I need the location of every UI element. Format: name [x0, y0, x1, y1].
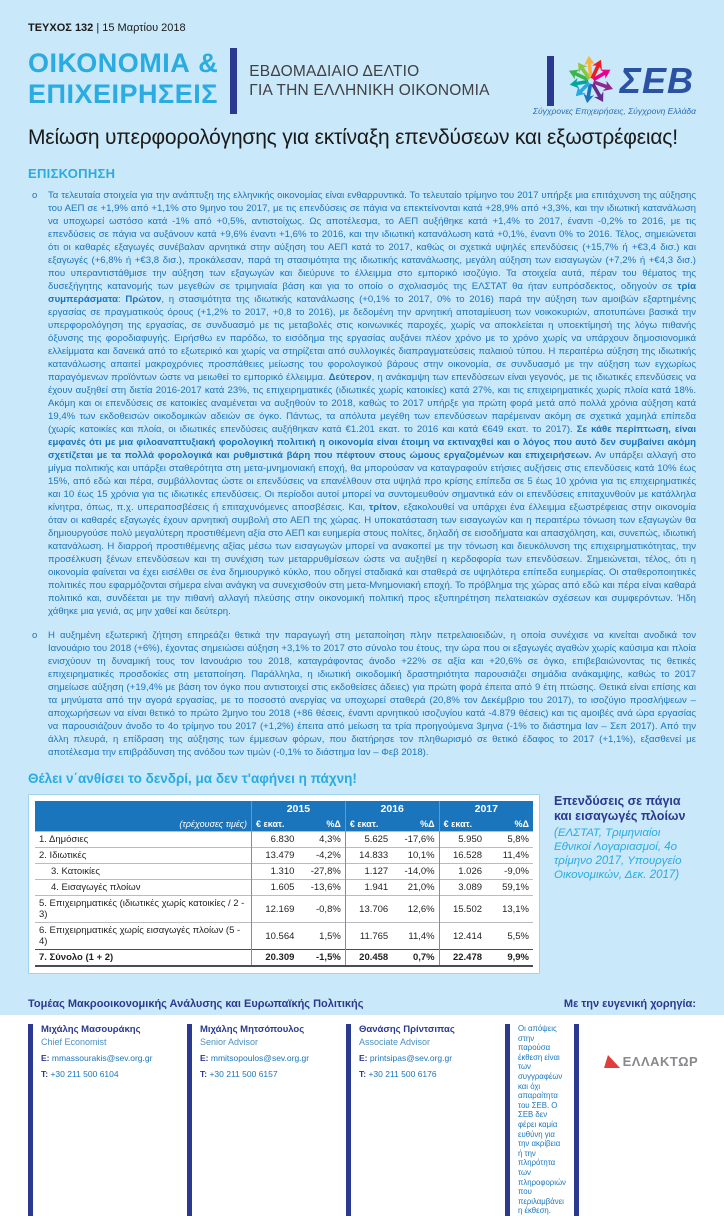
contact-role: Chief Economist	[41, 1037, 107, 1047]
contact-role: Associate Advisor	[359, 1037, 431, 1047]
value-cell: 10.564	[252, 923, 299, 950]
value-cell: 1.127	[345, 864, 392, 880]
sev-pinwheel-icon	[564, 54, 618, 108]
value-cell: 20.458	[345, 950, 392, 967]
issue-date: | 15 Μαρτίου 2018	[93, 22, 186, 34]
delta-cell: 59,1%	[486, 880, 533, 896]
row-label: 6. Επιχειρηματικές χωρίς εισαγωγές πλοίων (5 - 4)	[35, 923, 252, 950]
row-label: 3. Κατοικίες	[35, 864, 252, 880]
value-cell: 15.502	[439, 896, 486, 923]
delta-cell: -0,8%	[298, 896, 345, 923]
value-cell: 6.830	[252, 832, 299, 848]
delta-cell: 11,4%	[486, 848, 533, 864]
value-cell: 13.706	[345, 896, 392, 923]
contact-name: Θανάσης Πρίντσιπας	[359, 1024, 455, 1035]
bullet-marker: o	[32, 630, 38, 641]
publication-subtitle: ΕΒΔΟΜΑΔΙΑΙΟ ΔΕΛΤΙΟ ΓΙΑ ΤΗΝ ΕΛΛΗΝΙΚΗ ΟΙΚΟΝΟΜΙΑ	[249, 62, 490, 99]
table-row	[35, 864, 533, 880]
page-bottom-margin	[0, 1015, 724, 1024]
value-cell: 11.765	[345, 923, 392, 950]
delta-cell: 13,1%	[486, 896, 533, 923]
chart-title: Θέλει ν΄ανθίσει το δενδρί, μα δεν τ'αφήνει η πάχνη!	[28, 771, 357, 786]
sponsor-logo-text: ΕΛΛΑΚΤΩΡ	[622, 1053, 699, 1069]
value-cell: 20.309	[252, 950, 299, 967]
contact-email[interactable]: E: mmassourakis@sev.org.gr	[41, 1053, 153, 1063]
row-label: 1. Δημόσιες	[35, 832, 252, 848]
row-label: 2. Ιδιωτικές	[35, 848, 252, 864]
bullet-text: Η αυξημένη εξωτερική ζήτηση επηρεάζει θετικά την παραγωγή στη μεταποίηση πλην πετρελαιοειδών, η οποία συνέχισε να κινείται ανοδικά τον Ιανουάριο του 2018 (+6%), έχοντας σημειώσει αύξηση +3,1% το 2017 στο σύνολο του έτους, την ώρα που οι εξαγωγές αγαθών χωρίς καύσιμα και πλοία ενισχύουν τη δυναμική τους τον Ιανουάριο του 2018, καταγράφοντας άνοδο +22% σε αξία και +20,6% σε όγκο, επιβεβαιώνοντας τις θετικές επιχειρηματικές προσδοκίες στη μεταποίηση. Παράλληλα, η ιδιωτική οικοδομική δραστηριότητα παρουσιάζει σημάδια ανάκαμψης, καθώς το 2017 σημείωσε αύξηση (+19,4% με βάση τον όγκο που αντιστοιχεί στις εκδοθείσες άδειες) για πρώτη φορά έπειτα από 9 έτη πτώσης. Θετικά είναι επίσης και τα μηνύματα από την αγορά εργασίας, με το ποσοστό ανεργίας να υποχωρεί σταθερά (20,8% τον Δεκέμβριο του 2017), το ισοζύγιο προσλήψεων – αποχωρήσεων να είναι θετικό το πρώτο 2μηνο του 2018 (+86 θέσεις, έναντι αρνητικού ισοζυγίου κατά -4.879 θέσεις) και τις αμοιβές ανά ώρα εργασίας να παρουσιάζουν άνοδο το 4ο τρίμηνο του 2017 (+1,2%) έπειτα από μείωση τα τρία προηγούμενα 3μηνα (-1% το διάστημα Ιαν – Σεπ 2017). Από την άλλη πλευρά, η επίδραση της αύξησης των έμμεσων φόρων, που διατήρησε τον πληθωρισμό σε θετικό έδαφος το 2017 (+1,1%), εξασθενεί με αποτέλεσμα την επιβράδυνση της ανόδου των τιμών (-0,1% το διάστημα Ιαν – Φεβ 2018).	[48, 630, 696, 758]
divider-bar	[547, 56, 554, 106]
unit-header: € εκατ.	[439, 817, 486, 832]
delta-cell: 1,5%	[298, 923, 345, 950]
table-row	[35, 880, 533, 896]
issue-line	[28, 22, 696, 34]
table-row	[35, 950, 533, 967]
sponsor-logo-box	[587, 1024, 715, 1098]
unit-header: € εκατ.	[252, 817, 299, 832]
bullet-item	[28, 629, 696, 759]
contact-phone: T: +30 211 500 6157	[200, 1069, 278, 1079]
table-corner-cell	[35, 801, 252, 817]
delta-cell: 12,6%	[392, 896, 439, 923]
delta-cell: 11,4%	[392, 923, 439, 950]
contact-email[interactable]: E: printsipas@sev.org.gr	[359, 1053, 453, 1063]
value-cell: 12.414	[439, 923, 486, 950]
investments-table	[35, 801, 533, 967]
divider-bar	[230, 48, 237, 114]
delta-header: %Δ	[392, 817, 439, 832]
table-unit-header-row	[35, 817, 533, 832]
value-cell: 3.089	[439, 880, 486, 896]
year-header: 2015	[252, 801, 346, 817]
ellaktor-logo	[604, 1054, 699, 1069]
delta-cell: -9,0%	[486, 864, 533, 880]
delta-cell: 5,8%	[486, 832, 533, 848]
delta-cell: 10,1%	[392, 848, 439, 864]
contacts-row	[28, 1024, 505, 1216]
row-label: 5. Επιχειρηματικές (ιδιωτικές χωρίς κατοικίες / 2 - 3)	[35, 896, 252, 923]
delta-header: %Δ	[298, 817, 345, 832]
headline: Μείωση υπερφορολόγησης για εκτίναξη επενδύσεων και εξωστρέφειας!	[28, 126, 678, 149]
delta-cell: 4,3%	[298, 832, 345, 848]
table-row	[35, 848, 533, 864]
value-cell: 1.026	[439, 864, 486, 880]
value-cell: 12.169	[252, 896, 299, 923]
delta-cell: -27,8%	[298, 864, 345, 880]
publication-title: ΟΙΚΟΝΟΜΙΑ & ΕΠΙΧΕΙΡΗΣΕΙΣ	[28, 48, 219, 109]
delta-cell: 5,5%	[486, 923, 533, 950]
value-cell: 1.310	[252, 864, 299, 880]
sev-logo	[532, 48, 696, 116]
value-cell: 5.625	[345, 832, 392, 848]
current-prices-label: (τρέχουσες τιμές)	[35, 817, 252, 832]
delta-cell: -4,2%	[298, 848, 345, 864]
year-header: 2017	[439, 801, 533, 817]
sidebar-source: (ΕΛΣΤΑΤ, Τριμηνιαίοι Εθνικοί Λογαριασμοί, 4ο τρίμηνο 2017, Υπουργείο Οικονομικών, Δεκ. 2017)	[554, 827, 682, 881]
value-cell: 14.833	[345, 848, 392, 864]
unit-header: € εκατ.	[345, 817, 392, 832]
delta-cell: -17,6%	[392, 832, 439, 848]
bullet-text: Τα τελευταία στοιχεία για την ανάπτυξη της ελληνικής οικονομίας είναι ενθαρρυντικά. Το τελευταίο τρίμηνο του 2017 υπήρξε μια επιτάχυνση της αύξησης του ΑΕΠ σε +1,9% από +1,1% στο 9μηνο του 2017, με τις επενδύσεις σε πάγια να επεκτείνονται κατά +28,9% από +3,3%, και την ιδιωτική κατανάλωση να υποχωρεί ωστόσο κατά -1% από +0,5%, αντιστοίχως. Ως αποτέλεσμα, το ΑΕΠ αυξήθηκε κατά +1,4% το 2017, έναντι -0,2% το 2016, με τις επενδύσεις σε πάγια να αυξάνουν κατά +9,6% έναντι +1,6% το 2016, και την ιδιωτική κατανάλωση κατά +0,1%, έναντι 0% το 2016. Τέλος, σημειώνεται ότι οι καθαρές εξαγωγές συνέβαλαν αρνητικά στην αύξηση του ΑΕΠ κατά το 2017, καθώς οι σχετικά υψηλές επενδύσεις (+15,7% ή +€3,4 δισ.) και εξαγωγές (+6,8% ή +€3,8 δισ.), προκάλεσαν, παρά τη στασιμότητα της ιδιωτικής κατανάλωσης, μεγάλη αύξηση των εισαγωγών (+7,2% ή +€4,3 δισ.) που υπεραντιστάθμισε την αύξηση των εξαγωγών και διεύρυνε το έλλειμμα στο εμπορικό ισοζύγιο. Τα στοιχεία αυτά, πέραν του θέματος της δυσεξήγητης κατανομής των μεγεθών σε τριμηνιαία βάση και για το οποίο ο σχολιασμός της ΕΛΣΤΑΤ θα ήταν ευπρόσδεκτος, οδηγούν σε τρία συμπεράσματα: Πρώτον, η στασιμότητα της ιδιωτικής κατανάλωσης (+0,1% το 2017, 0% το 2016) παρά την αύξηση των αμοιβών εξαρτημένης εργασίας σε πραγματικούς όρους (+1,2% το 2017, +0,8 το 2016), με δεδομένη την αρνητική αποταμίευση των νοικοκυριών, αποτυπώνει βασικά την υπερφορολόγηση της εργασίας, σε συνδυασμό με τις μεταβολές στις κοινωνικές παροχές, χωρίς να αποκλείεται η υποεκτίμησή της λόγω πιθανής όξυνσης της φοροδιαφυγής. Ειρήσθω εν παρόδω, το εισόδημα της εργασίας αυξάνει πλέον χρόνο με το χρόνο χωρίς να υπάρχουν δημοσιονομικά ελλείμματα και δανεικά από το εξωτερικό και χωρίς να στηρίζεται από συλλογικές διαπραγματεύσεις παλαιού τύπου. Η περαιτέρω αύξηση της ιδιωτικής κατανάλωσης απαιτεί μακροχρόνιες προσπάθειες μείωσης του φορολογικού βάρους στην οικονομία, σε συνδυασμό με την αύξηση των εγχωρίως παραγόμενων προϊόντων ώστε να μειωθεί το εμπορικό έλλειμμα. Δεύτερον, η ανάκαμψη των επενδύσεων είναι γεγονός, με τις ιδιωτικές επενδύσεις να έχουν αυξηθεί στη διετία 2016-2017 κατά 23%, τις επιχειρηματικές (ιδιωτικές χωρίς κατοικίες) κατά 27%, και τις επιχειρηματικές χωρίς πλοία κατά 18%. Ακόμη και οι επενδύσεις σε κατοικίες αναμένεται να αυξηθούν το 2018, καθώς το 2017 υπήρξε για πρώτη φορά μετά από πολλά χρόνια αύξηση κατά 19,4% των εκδοθεισών οικοδομικών αδειών σε όγκο. Πάντως, τα απόλυτα μεγέθη των επενδύσεων παρέμειναν ακόμη σε σχετικά χαμηλά επίπεδα (χωρίς κατοικίες και πλοία, οι ιδιωτικές επενδύσεις αυξήθηκαν κατά €1.201 εκατ. το 2016 και κατά €649 εκατ. το 2017). Σε κάθε περίπτωση, είναι εμφανές ότι με μια φιλοαναπτυξιακή φορολογική πολιτική η οικονομία είναι έτοιμη να εκτιναχθεί και ο λόγος που αυτό δεν συμβαίνει ακόμη σχετίζεται με τα πολλά φορολογικά και ρυθμιστικά βάρη που πέφτουν στους ώμους εργαζομένων και επιχειρήσεων. Αν υπάρξει αλλαγή στο μίγμα πολιτικής και υπάρξει σταθερότητα στη μετα-μνημονιακή εποχή, θα μπορούσαν να καταγραφούν ετήσιες αυξήσεις στις επενδύσεις κατά 10% έως 15%, από εδώ και πέρα, συμβάλλοντας ώστε οι επενδύσεις να επανέλθουν στα υψηλά προ κρίσης επίπεδα σε 5 έως 10 χρόνια για τις επιχειρηματικές και 10 έως 15 χρόνια για τις ιδιωτικές επενδύσεις. Οι περίοδοι αυτοί μπορεί να συντομευθούν σημαντικά εάν οι επενδύσεις επιταχυνθούν με κατάλληλα κίνητρα, όπως, π.χ. υπεραποσβέσεις ή επιταχυνόμενες αποσβέσεις. Και, τρίτον, εξακολουθεί να υπάρχει ένα έλλειμμα εξωστρέφειας στην οικονομία όταν οι καθαρές εξαγωγές έχουν αρνητική συμβολή στο ΑΕΠ της χώρας. Η υποκατάσταση των εισαγωγών και η περαιτέρω τόνωση των εξαγωγών θα δημιουργούσε πολύ μεγαλύτερη προστιθέμενη αξία στο ΑΕΠ και ευημερία στους πολίτες, δηλαδή σε εισοδήματα και απασχόληση, και, συνεπώς, ιδιωτική κατανάλωση. Η διαρροή προστιθέμενης αξίας μέσω των εισαγωγών μπορεί να ανακοπεί με την τόνωση και διευκόλυνση της επιχειρηματικότητας, την προσέλκυση ξένων επενδύσεων και τη συνέχιση των μεταρρυθμίσεων ώστε να αυξηθεί η κερδοφορία των επενδύσεων. Σημειώνεται, τέλος, ότι η οικονομία φαίνεται να έχει εισέλθει σε ένα δημιουργικό κύκλο, που οδηγεί σταδιακά και σταθερά σε υψηλότερα επίπεδα ευημερίας. Οι σταθεροποιητικές πολιτικές που εφαρμόζονται σήμερα είναι ανάγκη να συνεχισθούν στη μετα-Μνημονιακή εποχή. Το πρόβλημα της χώρας από εδώ και πέρα είναι καθαρά πολιτικό και, συνδέεται με την πιθανή αλλαγή πλεύσης στην οικονομική πολιτική προς εξυπηρέτηση πελατειακών σχέσεων και συμφερόντων. Ήδη χάθηκε μια γενιά, ας μην χαθεί και δεύτερη.	[48, 190, 697, 617]
contact-name: Μιχάλης Μητσόπουλος	[200, 1024, 305, 1035]
delta-cell: -1,5%	[298, 950, 345, 967]
issue-number: ΤΕΥΧΟΣ 132	[28, 22, 94, 34]
table-row	[35, 923, 533, 950]
row-label: 4. Εισαγωγές πλοίων	[35, 880, 252, 896]
table-year-header-row	[35, 801, 533, 817]
contact-card	[28, 1024, 179, 1216]
contact-name: Μιχάλης Μασουράκης	[41, 1024, 141, 1035]
value-cell: 13.479	[252, 848, 299, 864]
year-header: 2016	[345, 801, 439, 817]
delta-cell: 21,0%	[392, 880, 439, 896]
contact-role: Senior Advisor	[200, 1037, 259, 1047]
contact-email[interactable]: E: mmitsopoulos@sev.org.gr	[200, 1053, 310, 1063]
value-cell: 1.941	[345, 880, 392, 896]
delta-cell: 9,9%	[486, 950, 533, 967]
delta-header: %Δ	[486, 817, 533, 832]
contact-card	[346, 1024, 497, 1216]
footer	[28, 998, 699, 1216]
delta-cell: 0,7%	[392, 950, 439, 967]
sev-logo-tagline: Σύγχρονες Επιχειρήσεις, Σύγχρονη Ελλάδα	[532, 106, 696, 116]
red-triangle-icon	[604, 1055, 620, 1068]
footer-section-title: Τομέας Μακροοικονομικής Ανάλυσης και Ευρωπαϊκής Πολιτικής	[28, 998, 364, 1010]
disclaimer: Οι απόψεις στην παρούσα έκθεση είναι των συγγραφέων και όχι απαραίτητα του ΣΕΒ. Ο ΣΕΒ δεν φέρει καμία ευθύνη για την ακρίβεια ή την πληρότητα των πληροφοριών που περιλαμβάνει η έκθεση.	[505, 1024, 566, 1216]
delta-cell: -14,0%	[392, 864, 439, 880]
sponsor-label: Με την ευγενική χορηγία:	[563, 998, 696, 1010]
row-label: 7. Σύνολο (1 + 2)	[35, 950, 252, 967]
contact-card	[187, 1024, 338, 1216]
value-cell: 16.528	[439, 848, 486, 864]
bullet-marker: o	[32, 190, 38, 201]
delta-cell: -13,6%	[298, 880, 345, 896]
investments-table-panel	[28, 794, 540, 974]
value-cell: 1.605	[252, 880, 299, 896]
bullet-item	[28, 189, 696, 618]
sev-logo-text: ΣΕΒ	[619, 60, 694, 101]
contact-phone: T: +30 211 500 6176	[359, 1069, 437, 1079]
contact-phone: T: +30 211 500 6104	[41, 1069, 119, 1079]
table-row	[35, 896, 533, 923]
table-row	[35, 832, 533, 848]
sponsor-block	[574, 1024, 715, 1216]
value-cell: 22.478	[439, 950, 486, 967]
masthead	[28, 48, 696, 114]
investments-table-body	[35, 832, 533, 967]
table-caption-sidebar	[540, 794, 696, 882]
sidebar-title: Επενδύσεις σε πάγια και εισαγωγές πλοίων	[554, 794, 686, 823]
overview-heading: ΕΠΙΣΚΟΠΗΣΗ	[28, 166, 116, 181]
value-cell: 5.950	[439, 832, 486, 848]
overview-bullets	[28, 189, 696, 759]
